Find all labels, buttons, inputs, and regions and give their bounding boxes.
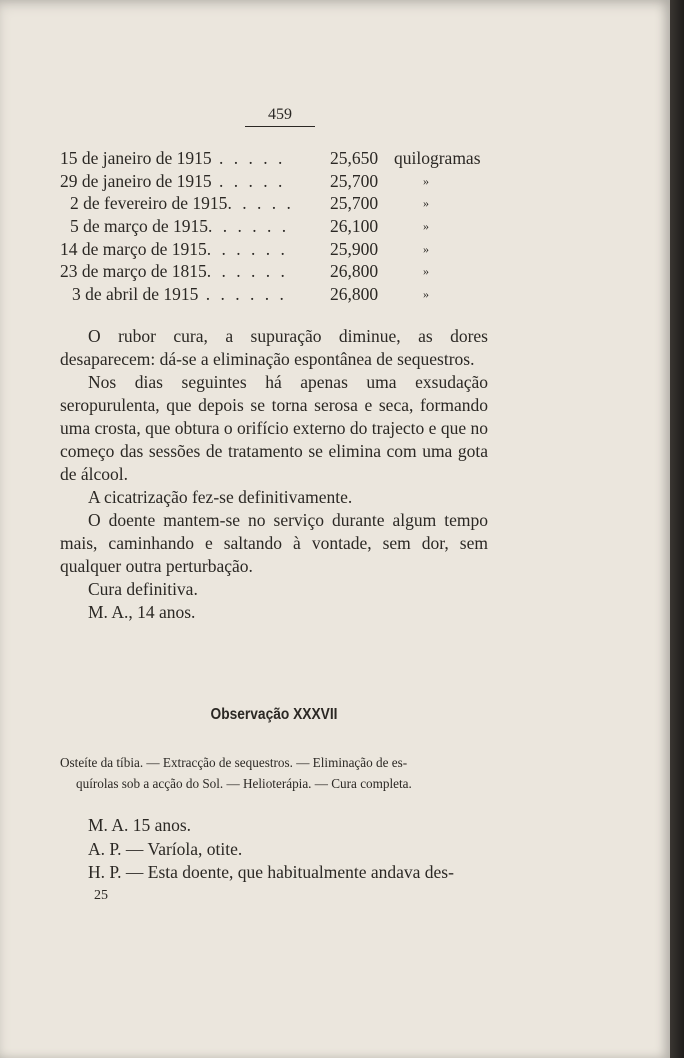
row-date: 3 de abril de 1915 . . . . . . [72,284,287,305]
row-date: 23 de março de 1815. . . . . . [60,261,288,282]
observation-title: Observação XXXVII [210,706,338,723]
row-unit: » [423,287,429,302]
row-date: 5 de março de 1915. . . . . . [70,216,290,237]
table-row [0,238,670,261]
patient-entries [88,814,454,885]
table-row [0,260,670,283]
paragraph: A cicatrização fez-se definitivamente. [88,487,353,507]
book-edge [670,0,684,1058]
paragraph: O doente mantem-se no serviço durante algum tempo mais, caminhando e saltando à vontade, sem dor, sem qualquer outra perturbação. [60,510,488,576]
table-row [0,192,670,215]
table-row [0,283,670,306]
row-date: 14 de março de 1915. . . . . . [60,238,288,259]
row-value: 26,800 [330,261,379,282]
paragraph: O rubor cura, a supuração diminue, as dores desaparecem: dá-se a eliminação espontânea de sequestros. [60,326,488,369]
row-unit: » [423,196,429,211]
signature-mark: 25 [94,888,108,903]
paragraph: Cura definitiva. [88,579,198,599]
summary-line: Osteíte da tíbia. — Extracção de sequestros. — Eliminação de es- [60,755,408,770]
paragraph: Nos dias seguintes há apenas uma exsudação seropurulenta, que depois se torna serosa e seca, formando uma crosta, que obtura o orifício externo do trajecto e que no começo das sessões de tratamento se elimina com uma gota de álcool. [60,372,488,484]
table-row [0,170,670,193]
row-unit: » [423,241,429,256]
table-row [0,215,670,238]
row-value: 25,900 [330,238,379,259]
weight-table [0,147,670,306]
page-number: 459 [245,106,315,127]
row-date: 29 de janeiro de 1915 . . . . . [60,170,286,191]
entry-line: H. P. — Esta doente, que habitualmente andava des- [88,862,454,882]
observation-summary [60,752,488,794]
row-value: 25,700 [330,170,379,191]
row-date: 2 de fevereiro de 1915. . . . . [70,193,294,214]
body-text [60,325,488,624]
row-unit: » [423,264,429,279]
row-unit: quilogramas [394,148,481,168]
entry-line: M. A. 15 anos. [88,815,192,835]
table-row [0,147,670,170]
paragraph: M. A., 14 anos. [88,602,196,622]
row-unit: » [423,173,429,188]
summary-line: quírolas sob a acção do Sol. — Helioterápia. — Cura completa. [76,776,412,791]
row-value: 25,700 [330,193,379,214]
row-value: 26,800 [330,284,379,305]
row-value: 26,100 [330,216,379,237]
row-value: 25,650 [330,148,379,168]
row-date: 15 de janeiro de 1915 . . . . . [60,148,286,168]
entry-line: A. P. — Varíola, otite. [88,838,243,859]
row-unit: » [423,219,429,234]
